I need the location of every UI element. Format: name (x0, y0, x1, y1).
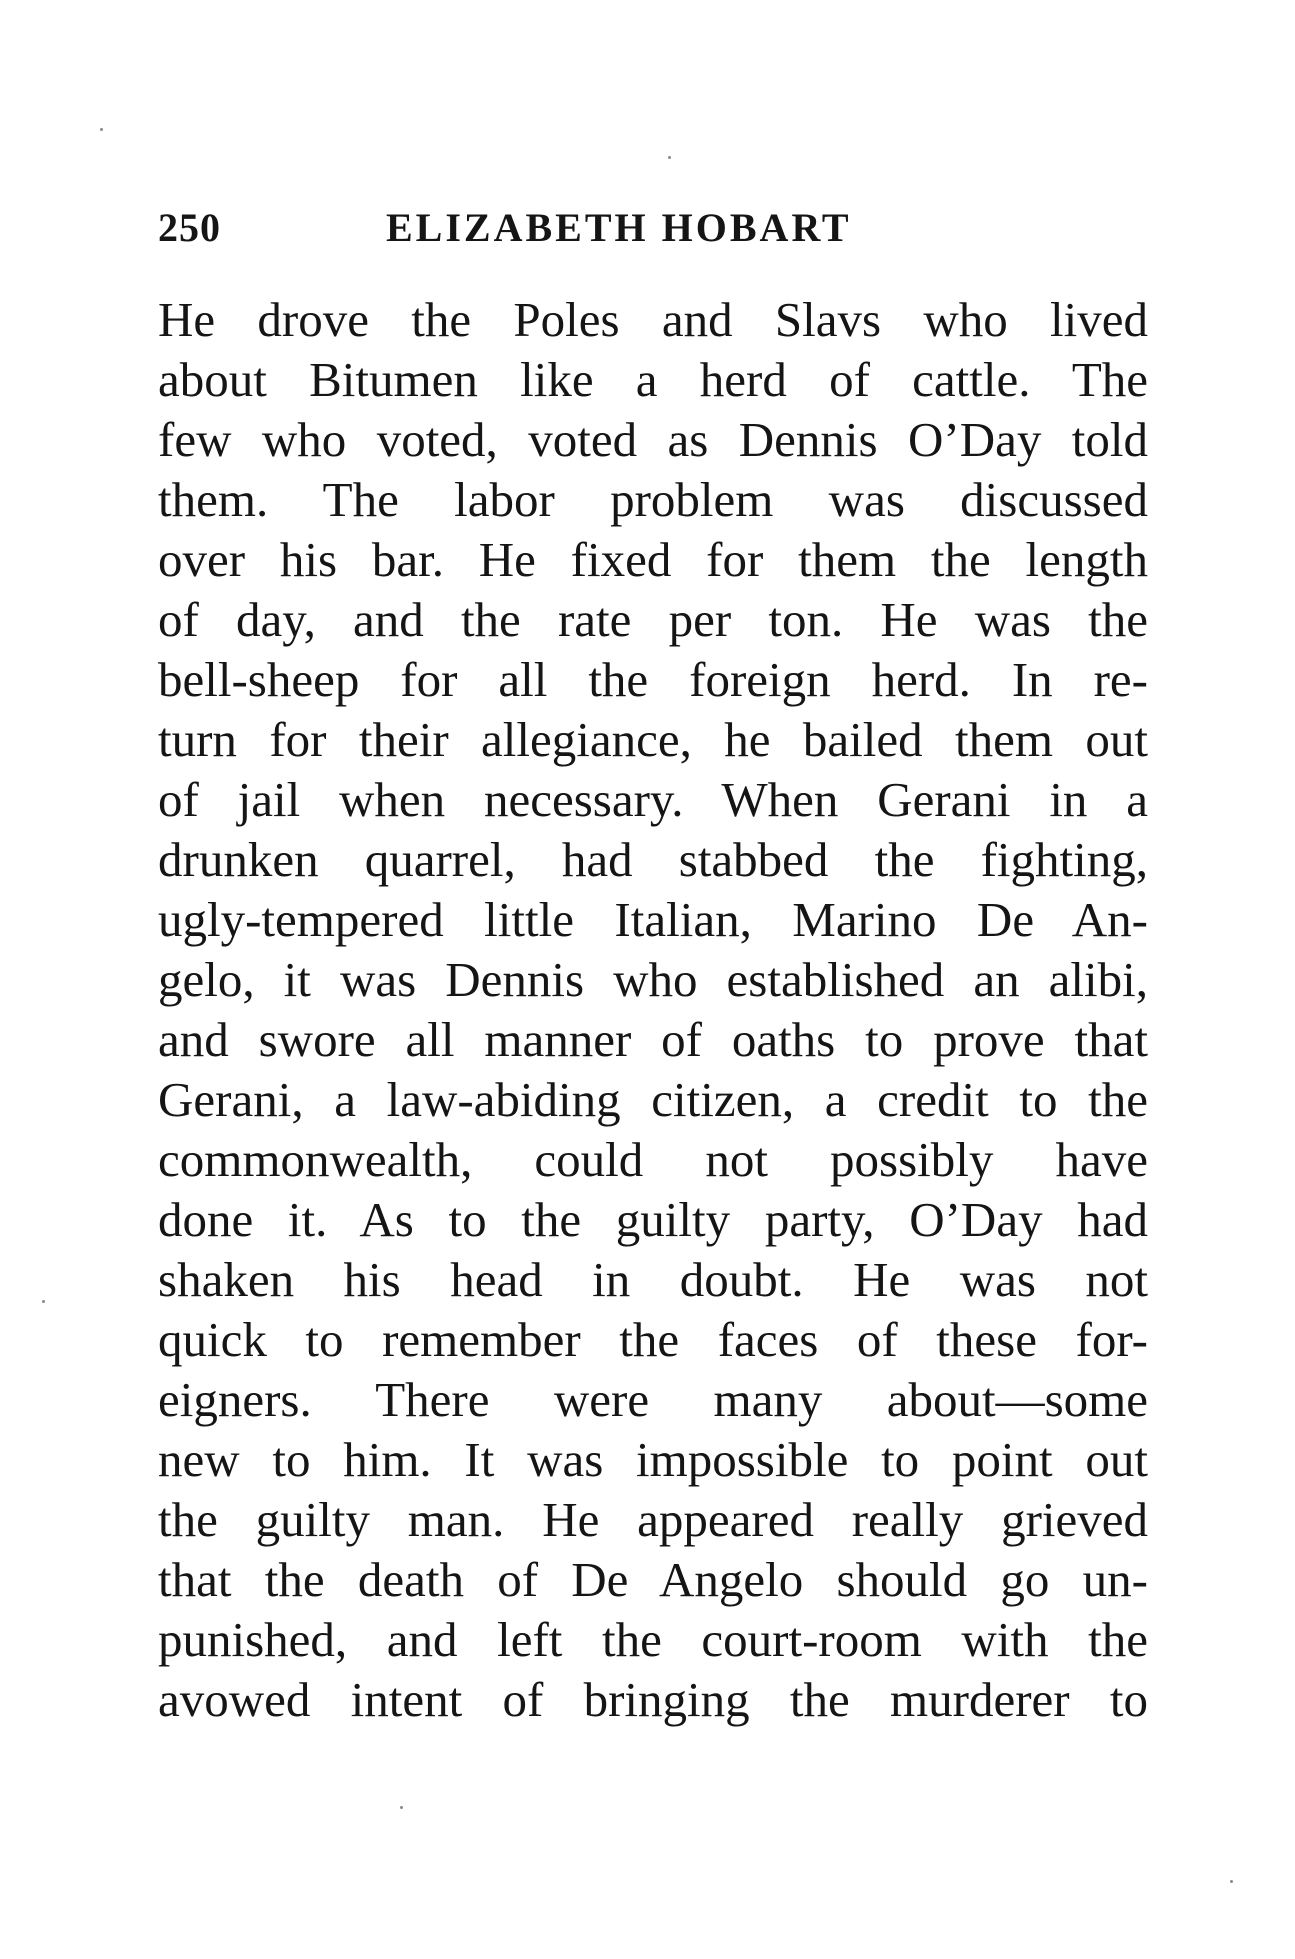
text-line: eigners. There were many about—some (158, 1372, 1148, 1427)
print-speck (400, 1806, 403, 1809)
text-line: and swore all manner of oaths to prove that (158, 1012, 1148, 1067)
running-head (158, 200, 1148, 260)
text-line: the guilty man. He appeared really grieved (158, 1492, 1148, 1547)
text-line: done it. As to the guilty party, O’Day had (158, 1192, 1148, 1247)
page-number: 250 (158, 205, 221, 250)
print-speck (668, 156, 671, 159)
running-title: ELIZABETH HOBART (386, 205, 852, 250)
text-line: drunken quarrel, had stabbed the fighting, (158, 832, 1148, 887)
text-line: them. The labor problem was discussed (158, 472, 1148, 527)
text-line: bell-sheep for all the foreign herd. In re- (158, 652, 1148, 707)
text-line: that the death of De Angelo should go un- (158, 1552, 1148, 1607)
print-speck (1230, 1880, 1233, 1883)
text-line: new to him. It was impossible to point out (158, 1432, 1148, 1487)
print-speck (100, 128, 103, 131)
text-line: shaken his head in doubt. He was not (158, 1252, 1148, 1307)
body-text (158, 290, 1148, 1730)
text-line: about Bitumen like a herd of cattle. The (158, 352, 1148, 407)
text-line: of jail when necessary. When Gerani in a (158, 772, 1148, 827)
text-line: of day, and the rate per ton. He was the (158, 592, 1148, 647)
text-line: avowed intent of bringing the murderer to (158, 1672, 1148, 1727)
text-line: ugly-tempered little Italian, Marino De An- (158, 892, 1148, 947)
text-line: commonwealth, could not possibly have (158, 1132, 1148, 1187)
text-line: gelo, it was Dennis who established an alibi, (158, 952, 1148, 1007)
text-line: over his bar. He fixed for them the length (158, 532, 1148, 587)
text-line: few who voted, voted as Dennis O’Day told (158, 412, 1148, 467)
print-speck (42, 1300, 45, 1303)
text-line: turn for their allegiance, he bailed them out (158, 712, 1148, 767)
text-line: punished, and left the court-room with the (158, 1612, 1148, 1667)
text-line: He drove the Poles and Slavs who lived (158, 292, 1148, 347)
text-line: Gerani, a law-abiding citizen, a credit to the (158, 1072, 1148, 1127)
text-line: quick to remember the faces of these for- (158, 1312, 1148, 1367)
